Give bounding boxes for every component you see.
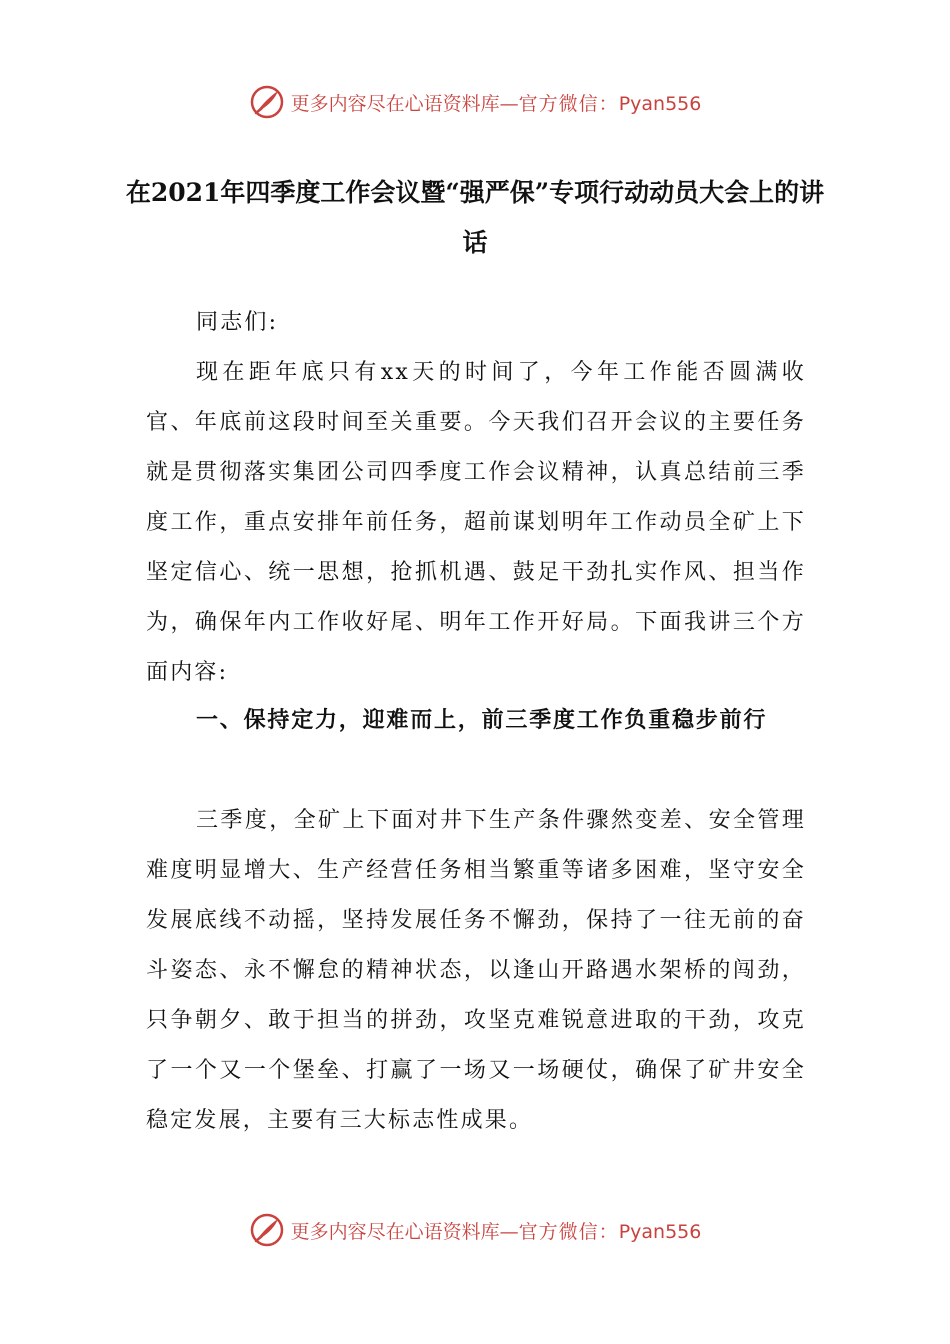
quill-logo-icon — [249, 84, 285, 120]
watermark-wechat-id: Pyan556 — [618, 1220, 702, 1243]
quill-logo-icon — [249, 1212, 285, 1248]
section-heading-1: 一、保持定力，迎难而上，前三季度工作负重稳步前行 — [196, 708, 768, 733]
watermark-text — [291, 89, 702, 116]
body-paragraph-2: 三季度，全矿上下面对井下生产条件骤然变差、安全管理难度明显增大、生产经营任务相当繁重等诸多困难，坚守安全发展底线不动摇，坚持发展任务不懈劲，保持了一往无前的奋斗姿态、永不懈怠的精神状态，以逢山开路遇水架桥的闯劲，只争朝夕、敢于担当的拼劲，攻坚克难锐意进取的干劲，攻克了一个又一个堡垒、打赢了一场又一场硬仗，确保了矿井安全稳定发展，主要有三大标志性成果。 — [146, 808, 806, 1133]
body-paragraph-1: 现在距年底只有xx天的时间了，今年工作能否圆满收官、年底前这段时间至关重要。今天我们召开会议的主要任务就是贯彻落实集团公司四季度工作会议精神，认真总结前三季度工作，重点安排年前任务，超前谋划明年工作动员全矿上下坚定信心、统一思想，抢抓机遇、鼓足干劲扎实作风、担当作为，确保年内工作收好尾、明年工作开好局。下面我讲三个方面内容: — [146, 360, 806, 685]
watermark-wechat-label: 官方微信： — [518, 1220, 619, 1243]
document-title: 在2021年四季度工作会议暨“强严保”专项行动动员大会上的讲话 — [125, 178, 825, 257]
watermark-dash: — — [499, 92, 519, 115]
watermark-dash: — — [499, 1220, 519, 1243]
watermark-main-text: 更多内容尽在心语资料库 — [290, 1220, 500, 1243]
watermark-text — [291, 1217, 702, 1244]
watermark-wechat-id: Pyan556 — [618, 92, 702, 115]
watermark-main-text: 更多内容尽在心语资料库 — [290, 92, 500, 115]
watermark-wechat-label: 官方微信： — [518, 92, 619, 115]
footer-watermark-banner — [0, 1210, 950, 1250]
greeting-line: 同志们: — [196, 310, 279, 335]
header-watermark-banner — [0, 82, 950, 122]
